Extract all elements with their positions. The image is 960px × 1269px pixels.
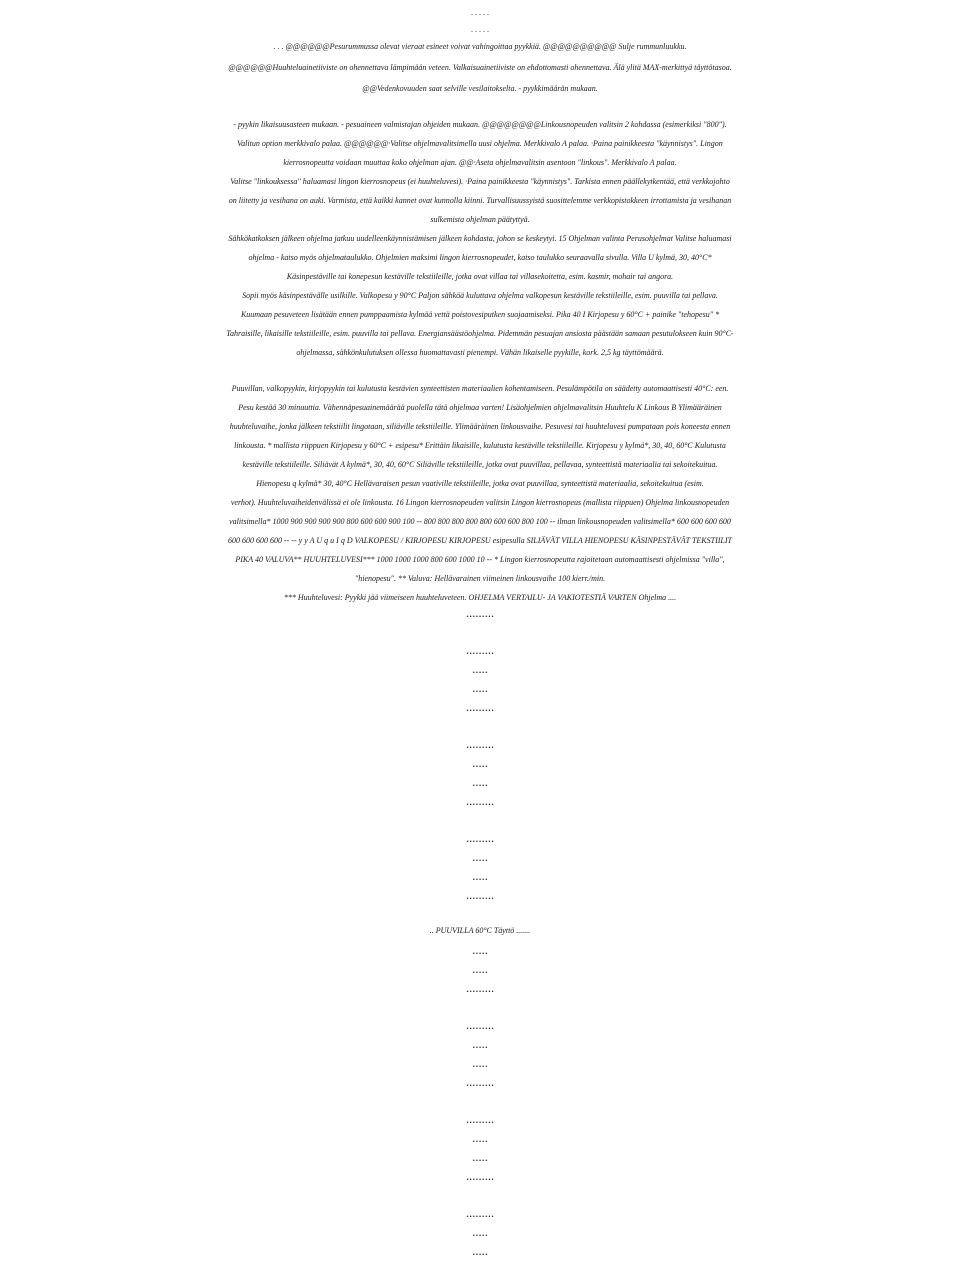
dot-leader: ......... bbox=[465, 1112, 495, 1126]
dot-leader: ..... bbox=[472, 775, 488, 789]
puuvilla-line: .. PUUVILLA 60°C Täyttö ....... bbox=[429, 926, 531, 935]
text-line: Valitun option merkkivalo palaa. @@@@@@·Valitse ohjelmavalitsimella uusi ohjelma. Merkkivalo A palaa. ·Paina painikkeesta "käynnistys". Lingon bbox=[237, 139, 723, 148]
text-line: @@@@@@Huuhteluainetiiviste on ohennettava lämpimään veteen. Valkaisuainetiiviste on ehdottomasti ohennettava. Älä ylitä MAX-merkittyä täyttötasoa. bbox=[228, 63, 732, 72]
dot-leader: ..... bbox=[472, 962, 488, 976]
text-line: kestäville tekstiileille. Siliävät A kylmä*, 30, 40, 60°C Siliäville tekstiileille, jotka ovat puuvillaa, pellavaa, synteettistä materiaalia tai sekoitekuitua. bbox=[242, 460, 718, 469]
dot-leader: ......... bbox=[465, 981, 495, 995]
text-line: Valitse "linkouksessa" haluamasi lingon kierrosnopeus (ei huuhteluvesi). ·Paina painikkeesta "käynnistys". Tarkista ennen päällekytkentää, että verkkojohto bbox=[230, 177, 730, 186]
text-line: Sähkökatkoksen jälkeen ohjelma jatkuu uudelleenkäynnistämisen jälkeen kohdasta, johon se keskeytyi. 15 Ohjelman valinta Perusohjelmat Valitse haluamasi bbox=[228, 234, 732, 243]
text-line: Pesu kestää 30 minuuttia. Vähennäpesuainemäärää puolella tätä ohjelmaa varten! Lisäohjelmien ohjelmavalitsin Huuhtelu K Linkous B Ylimääräinen bbox=[238, 403, 722, 412]
text-line: linkousta. * mallista riippuen Kirjopesu y 60°C + esipesu* Erittäin likaisille, kulutusta kestäville tekstiileille. Kirjopesu y kylmä*, 30, 40, 60°C Kulutusta bbox=[234, 441, 726, 450]
text-line: on liitetty ja vesihana on auki. Varmista, että kaikki kannet ovat kunnolla kiinni. Turvallisuussyistä suosittelemme verkkopistokkeen irrottamista ja vesihanan bbox=[228, 196, 732, 205]
dot-leader: ..... bbox=[472, 662, 488, 676]
top-dots-a: . . . . . bbox=[471, 8, 489, 17]
dot-leader: ..... bbox=[472, 943, 488, 957]
text-line: Sopii myös käsinpestävälle usilkille. Valkopesu y 90°C Paljon sähköä kuluttava ohjelma valkopesun kestäville tekstiileille, esim. puuvilla tai pellava. bbox=[242, 291, 718, 300]
text-line: sulkemista ohjelman päätyttyä. bbox=[430, 215, 530, 224]
text-line: . . . @@@@@@Pesurummussa olevat vieraat esineet voivat vahingoittaa pyykkiä. @@@@@@@@@@ Sulje rummunluukku. bbox=[273, 42, 687, 51]
text-line: valitsimella* 1000 900 900 900 900 800 600 600 900 100 -- 800 800 800 800 800 600 600 800 100 -- ilman linkousnopeuden valitsimella* 600 600 600 600 bbox=[229, 517, 731, 526]
dot-leader: ......... bbox=[465, 1018, 495, 1032]
dot-leader: ......... bbox=[465, 606, 495, 620]
text-line: Tahraisille, likaisille tekstiileille, esim. puuvilla tai pellava. Energiansäästöohjelma. Pidemmän pesuajan ansiosta päästään samaan pesutulokseen kuin 90°C- bbox=[226, 329, 734, 338]
text-line: "hienopesu". ** Valuva: Hellävarainen viimeinen linkousvaihe 100 kierr./min. bbox=[354, 574, 606, 583]
text-line: @@Vedenkovuuden saat selville vesilaitokselta. - pyykkimäärän mukaan. bbox=[362, 84, 598, 93]
text-line: ohjelmassa, sähkönkulutuksen ollessa huomattavasti pienempi. Vähän likaiselle pyykille, kork. 2,5 kg täyttömäärä. bbox=[296, 348, 664, 357]
dot-leader: ......... bbox=[465, 643, 495, 657]
text-line: Käsinpestäville tai konepesun kestäville tekstiileille, jotka ovat villaa tai villasekoitetta, esim. kasmir, mohair tai angora. bbox=[286, 272, 674, 281]
dot-leader: ..... bbox=[472, 756, 488, 770]
dot-leader: ......... bbox=[465, 831, 495, 845]
dot-leader: ......... bbox=[465, 1169, 495, 1183]
dot-leader: ..... bbox=[472, 1056, 488, 1070]
dot-leader: ......... bbox=[465, 737, 495, 751]
text-line: kierrosnopeutta voidaan muuttaa koko ohjelman ajan. @@·Aseta ohjelmavalitsin asentoon "linkous". Merkkivalo A palaa. bbox=[283, 158, 677, 167]
text-line: Hienopesu q kylmä* 30, 40°C Hellävaraisen pesun vaativille tekstiileille, jotka ovat puuvillaa, synteettistä materiaalia, sekoitekuitua (esim. bbox=[256, 479, 704, 488]
text-line: 600 600 600 600 -- -- y y A U q u I q D VALKOPESU / KIRJOPESU KIRJOPESU esipesulla SILIÄVÄT VILLA HIENOPESU KÄSINPESTÄVÄT TEKSTIILIT bbox=[228, 536, 732, 545]
text-line: verhot). Huuhteluvaiheidenvälissä ei ole linkousta. 16 Lingon kierrosnopeuden valitsin Lingon kierrosnopeus (mallista riippuen) Ohjelma linkousnopeuden bbox=[230, 498, 730, 507]
text-line: Puuvillan, valkopyykin, kirjopyykin tai kulutusta kestävien synteettisten materiaalien kohentamiseen. Pesulämpötila on säädetty automaattisesti 40°C: een. bbox=[231, 384, 729, 393]
text-line: - pyykin likaisuusasteen mukaan. - pesuaineen valmistajan ohjeiden mukaan. @@@@@@@@Linkousnopeuden valitsin 2 kohdassa (esimerkiksi "800"). bbox=[233, 120, 727, 129]
text-line: PIKA 40 VALUVA** HUUHTELUVESI*** 1000 1000 1000 800 600 1000 10 -- * Lingon kierrosnopeutta rajoitetaan automaattisesti ohjelmissa "villa", bbox=[235, 555, 725, 564]
dot-leader: ..... bbox=[472, 1037, 488, 1051]
top-dots-b: . . . . . bbox=[471, 25, 489, 34]
dot-leader: ......... bbox=[465, 700, 495, 714]
dot-leader: ..... bbox=[472, 1131, 488, 1145]
dot-leader: ......... bbox=[465, 888, 495, 902]
dot-leader: ..... bbox=[472, 1225, 488, 1239]
text-line: Kuumaan pesuveteen lisätään ennen pumppaamista kylmää vettä poistovesiputken suojaamiseksi. Pika 40 I Kirjopesu y 60°C + painike "tehopesu" * bbox=[240, 310, 720, 319]
text-line: *** Huuhteluvesi: Pyykki jää viimeiseen huuhteluveteen. OHJELMA VERTAILU- JA VAKIOTESTIÄ VARTEN Ohjelma .... bbox=[283, 593, 677, 602]
text-line: ohjelma - katso myös ohjelmataulukko. Ohjelmien maksimi lingon kierrosnopeudet, katso taulukko seuraavalla sivulla. Villa U kylmä, 30, 40°C* bbox=[248, 253, 712, 262]
dot-leader: ......... bbox=[465, 794, 495, 808]
dot-leader: ..... bbox=[472, 1244, 488, 1258]
dot-leader: ..... bbox=[472, 1150, 488, 1164]
text-line: huuhteluvaihe, jonka jälkeen tekstiilit lingotaan, siliäville tekstiileille. Ylimääräinen linkousvaihe. Pesuvesi tai huuhteluvesi pumpataan pois koneesta ennen bbox=[229, 422, 731, 431]
dot-leader: ..... bbox=[472, 869, 488, 883]
dot-leader: ......... bbox=[465, 1206, 495, 1220]
dot-leader: ..... bbox=[472, 681, 488, 695]
dot-leader: ......... bbox=[465, 1075, 495, 1089]
dot-leader: ..... bbox=[472, 850, 488, 864]
